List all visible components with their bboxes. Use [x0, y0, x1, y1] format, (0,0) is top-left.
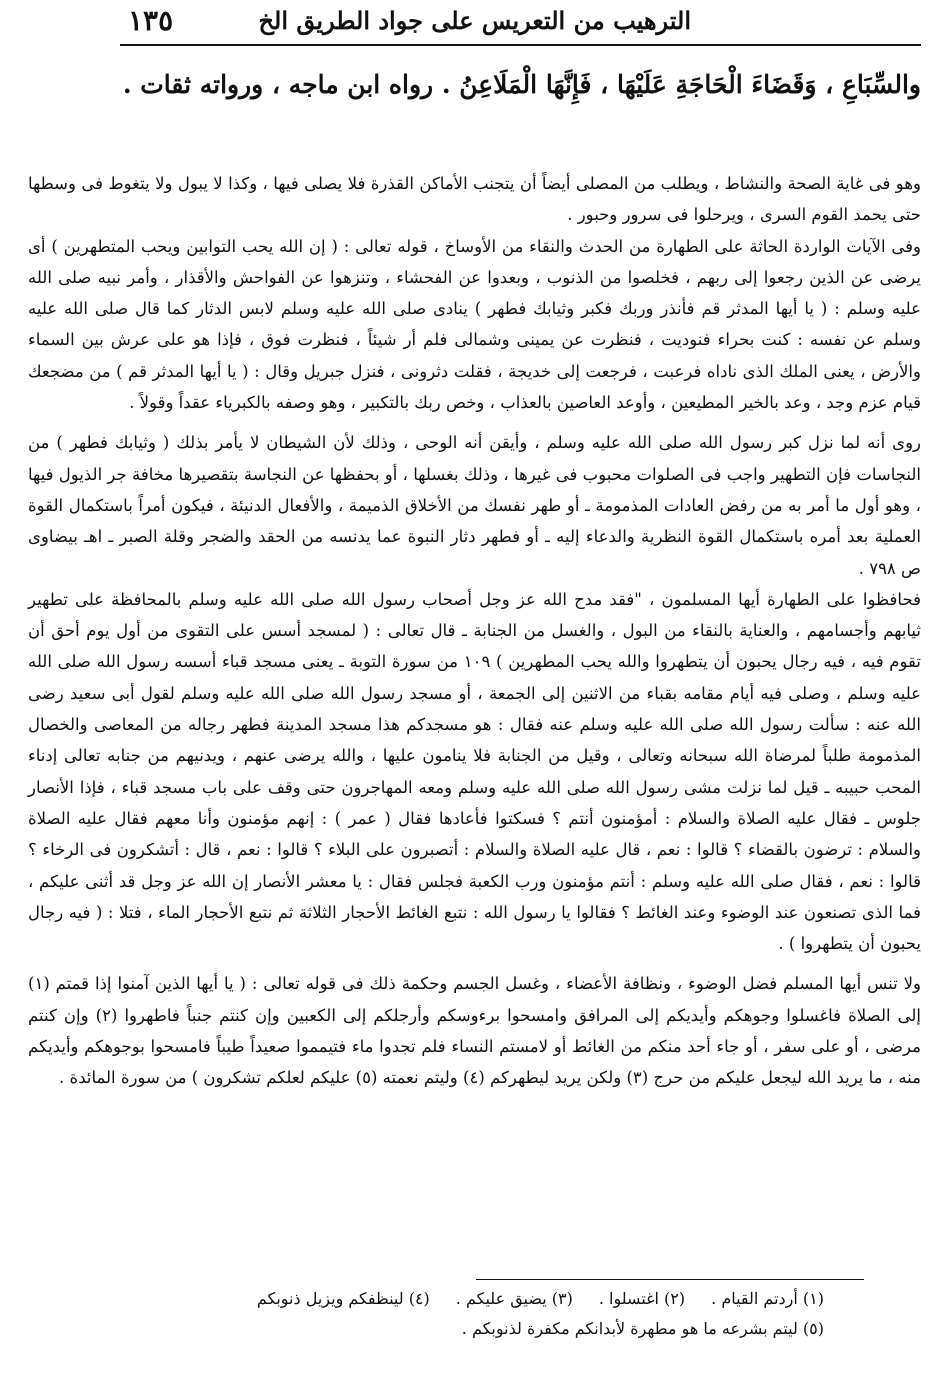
footnote-3: (٣) يضيق عليكم . [455, 1289, 573, 1308]
footnote-1: (١) أردتم القيام . [711, 1289, 824, 1308]
footnote-2: (٢) اغتسلوا . [598, 1289, 686, 1308]
page-number: ١٣٥ [128, 4, 174, 37]
footnotes [110, 1284, 824, 1344]
footnote-4: (٤) لينظفكم ويزيل ذنوبكم [256, 1289, 430, 1308]
body-text [28, 168, 921, 1094]
footnote-divider [476, 1279, 864, 1280]
paragraph: روى أنه لما نزل كبر رسول الله صلى الله عليه وسلم ، وأيقن أنه الوحى ، وذلك لأن الشيطان لا يأمر بذلك ( وثيابك فطهر ) من النجاسات فإن التطهير واجب فى الصلوات محبوب فى غيرها ، وذلك بغسلها ، أو بحفظها عن النجاسة بتقصيرها مخافة جر الذيول فيها ، وهو أول ما أمر به من رفض العادات المذمومة ـ أو طهر نفسك من الأخلاق الذميمة ، والأفعال الدنيئة ، فيكون أمراً باستكمال القوة العملية بعد أمره باستكمال القوة النظرية والدعاء إليه ـ أو فطهر دثار النبوة عما يدنسه من الحقد والضجر وقلة الصبر ـ اهـ بيضاوى ص ٧٩٨ . [28, 433, 921, 578]
paragraph: وهو فى غاية الصحة والنشاط ، ويطلب من المصلى أيضاً أن يتجنب الأماكن القذرة فلا يصلى فيها ، وكذا لا يبول ولا يتغوط فى وسطها حتى يحمد القوم السرى ، ويرحلوا فى سرور وحبور . [28, 174, 921, 225]
footnote-5: (٥) ليتم بشرعه ما هو مطهرة لأبدانكم مكفرة لذنوبكم . [461, 1319, 824, 1338]
paragraph: فحافظوا على الطهارة أيها المسلمون ، "فقد مدح الله عز وجل أصحاب رسول الله صلى الله عليه وسلم بالمحافظة على تطهير ثيابهم وأجسامهم ، والعناية بالنقاء من البول ، والغسل من الجنابة ـ قال تعالى : ( لمسجد أسس على التقوى من أول يوم أحق أن تقوم فيه ، فيه رجال يحبون أن يتطهروا والله يحب المطهرين ) ١٠٩ من سورة التوبة ـ يعنى مسجد قباء أسسه رسول الله صلى الله عليه وسلم ، وصلى فيه أيام مقامه بقباء من الاثنين إلى الجمعة ، أو مسجد رسول الله صلى الله عليه وسلم لقول أبى سعيد رضى الله عنه : سألت رسول الله صلى الله عليه وسلم عنه فقال : هو مسجدكم هذا مسجد المدينة فطهر رجاله من المعاصى والخصال المذمومة طلباً لمرضاة الله سبحانه وتعالى ، وقيل من الجنابة فلا ينامون عليها ، والله يرضى عنهم ، ويدنيهم من جنابه تعالى إدناء المحب حبيبه ـ قيل لما نزلت مشى رسول الله صلى الله عليه وسلم ومعه المهاجرون حتى وقف على باب مسجد قباء ، فإذا الأنصار جلوس ـ فقال عليه الصلاة والسلام : أمؤمنون أنتم ؟ فسكتوا فأعادها فقال ( عمر ) : إنهم مؤمنون وأنا معهم فقال عليه الصلاة والسلام : ترضون بالقضاء ؟ قالوا : نعم ، قال عليه الصلاة والسلام : أتصبرون على البلاء ؟ قالوا : نعم ، قال : أتشكرون فى الرخاء ؟ قالوا : نعم ، فقال صلى الله عليه وسلم : أنتم مؤمنون ورب الكعبة فجلس فقال : يا معشر الأنصار إن الله عز وجل قد أثنى عليكم ، فما الذى تصنعون عند الوضوء وعند الغائط ؟ فقالوا يا رسول الله : نتبع الغائط الأحجار الثلاثة ثم نتبع الأحجار الماء ، فتلا : ( فيه رجال يحبون أن يتطهروا ) . [28, 589, 921, 954]
paragraph: ولا تنس أيها المسلم فضل الوضوء ، ونظافة الأعضاء ، وغسل الجسم وحكمة ذلك فى قوله تعالى : ( يا أيها الذين آمنوا إذا قمتم (١) إلى الصلاة فاغسلوا وجوهكم وأيديكم إلى المرافق وامسحوا برءوسكم وأرجلكم إلى الكعبين وإن كنتم جنباً فاطهروا (٢) وإن كنتم مرضى ، أو على سفر ، أو جاء أحد منكم من الغائط أو لامستم النساء فلم تجدوا ماء فتيمموا صعيداً طيباً فامسحوا بوجوهكم وأيديكم منه ، ما يريد الله ليجعل عليكم من حرج (٣) ولكن يريد ليطهركم (٤) وليتم نعمته (٥) عليكم لعلكم تشكرون ) من سورة المائدة . [28, 974, 921, 1088]
running-head-title: الترهيب من التعريس على جواد الطريق الخ [258, 6, 691, 35]
hadith-line: والسِّبَاعِ ، وَقَضَاءَ الْحَاجَةِ عَلَيْهَا ، فَإِنَّهَا الْمَلَاعِنُ . رواه ابن ماجه ، ورواته ثقات . [122, 70, 921, 99]
paragraph: وفى الآيات الواردة الحاثة على الطهارة من الحدث والنقاء من الأوساخ ، قوله تعالى : ( إن الله يحب التوابين ويحب المتطهرين ) أى يرضى عن الذين رجعوا إلى ربهم ، فخلصوا من الذنوب ، وبعدوا عن الفحشاء ، وتنزهوا عن الفواحش والأقذار ، وأمر نبيه صلى الله عليه وسلم : ( يا أيها المدثر قم فأنذر وربك فكبر وثيابك فطهر ) ينادى صلى الله عليه وسلم لابس الدثار كما قال صلى الله عليه وسلم عن نفسه : كنت بحراء فنوديت ، فنظرت عن يمينى وشمالى فلم أر شيئاً ، فنظرت فوق ، فإذا هو على عرش بين السماء والأرض ، يعنى الملك الذى ناداه فرعبت ، فرجعت إلى خديجة ، فقلت دثرونى ، فنزل جبريل وقال : ( يا أيها المدثر قم ) من مضجعك قيام عزم وجد ، وعد بالخير المطيعين ، وأوعد العاصين بالعذاب ، وخص ربك بالتكبير ، وهو وصفه بالكبرياء عقداً وقولاً . [28, 236, 921, 413]
running-head [120, 2, 921, 46]
